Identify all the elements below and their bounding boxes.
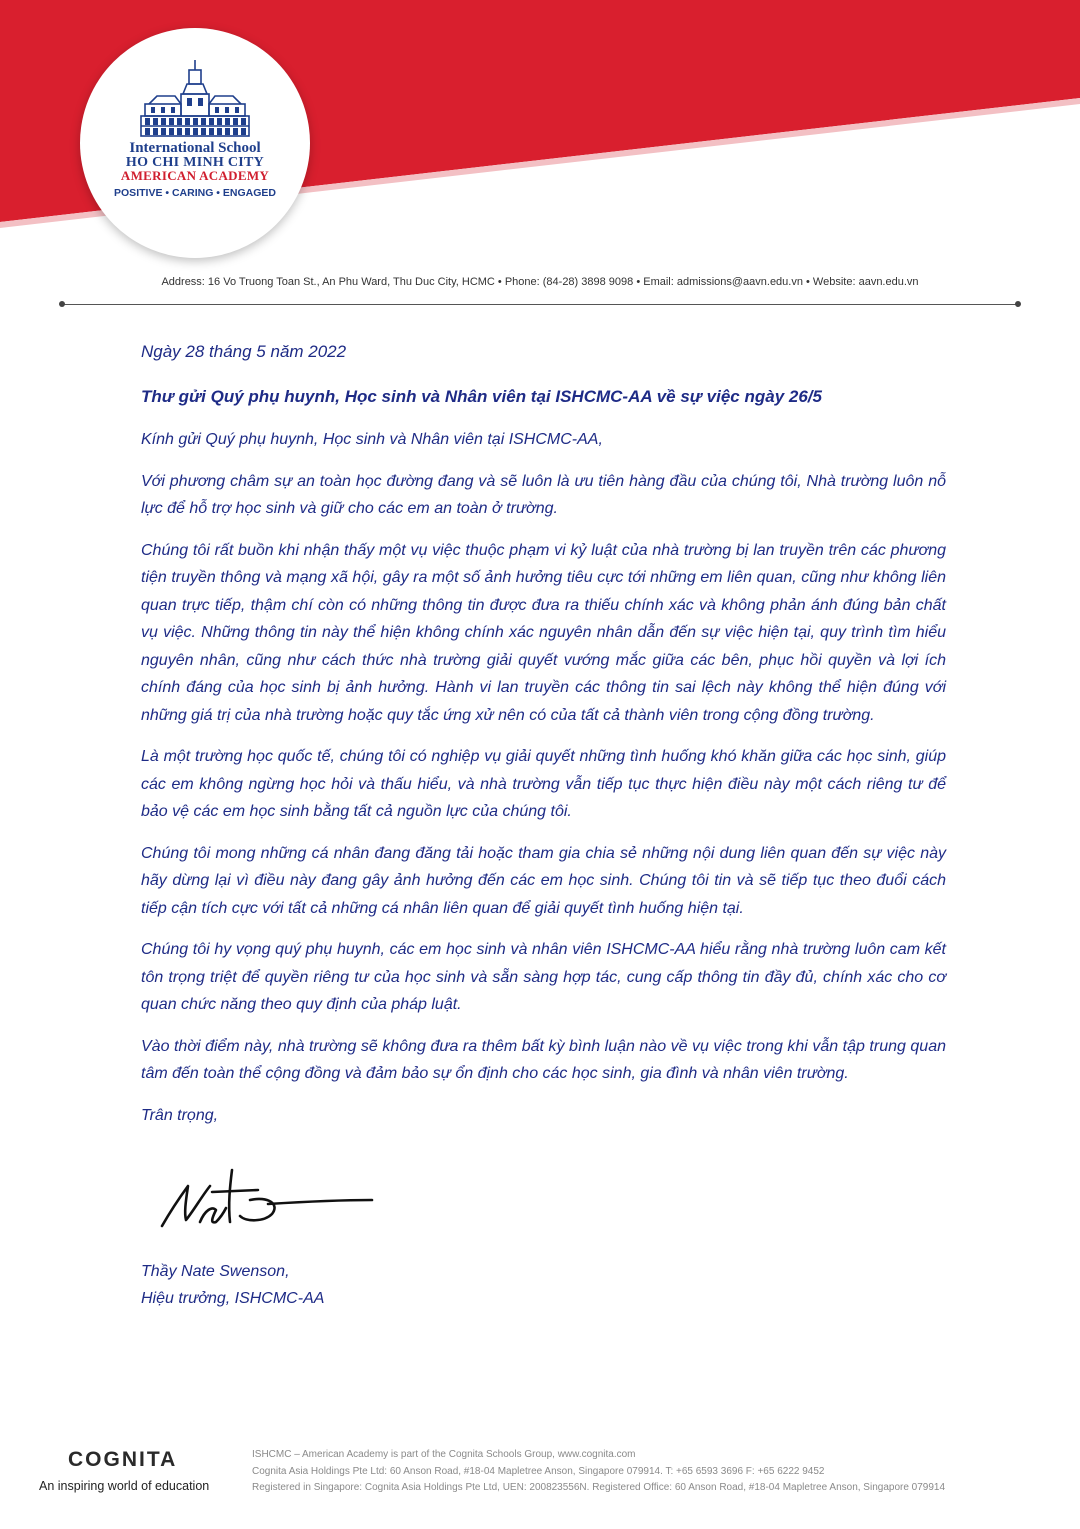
school-name-line3: AMERICAN ACADEMY (120, 168, 270, 183)
signer-block (141, 1258, 324, 1312)
school-logo (80, 28, 310, 258)
letter-paragraph: Với phương châm sự an toàn học đường đang và sẽ luôn là ưu tiên hàng đầu của chúng tôi, Nhà trường luôn nỗ lực để hỗ trợ học sinh và giữ cho các em an toàn ở trường. (141, 472, 946, 517)
school-name-line2: HO CHI MINH CITY (125, 155, 265, 170)
letter-salutation: Kính gửi Quý phụ huynh, Học sinh và Nhân viên tại ISHCMC-AA, (141, 431, 603, 448)
school-contact-info: Address: 16 Vo Truong Toan St., An Phu Ward, Thu Duc City, HCMC • Phone: (84-28) 3898 9098 • Email: admissions@aavn.edu.vn • Website: aavn.edu.vn (161, 276, 919, 288)
footer-line: Cognita Asia Holdings Pte Ltd: 60 Anson Road, #18-04 Mapletree Anson, Singapore 079914. T: +65 6593 3696 F: +65 6222 9452 (252, 1465, 825, 1477)
letter-body (141, 338, 946, 1143)
divider-dot-left (59, 301, 65, 307)
signer-title: Hiệu trưởng, ISHCMC-AA (141, 1290, 325, 1307)
city-hall-building-icon (135, 58, 255, 140)
footer-line: Registered in Singapore: Cognita Asia Holdings Pte Ltd, UEN: 200823556N. Registered Office: 60 Anson Road, #18-04 Mapletree Anson, Singapore 079914 (252, 1482, 946, 1493)
header-divider (62, 304, 1018, 305)
letter-paragraph: Vào thời điểm này, nhà trường sẽ không đưa ra thêm bất kỳ bình luận nào về vụ việc trong khi vẫn tập trung quan tâm đến toàn thể cộng đồng và đảm bảo sự ổn định cho các học sinh, gia đình và nhân viên trường. (141, 1037, 946, 1082)
handwritten-signature (150, 1152, 380, 1237)
signer-name: Thầy Nate Swenson, (141, 1263, 290, 1280)
letter-paragraph: Chúng tôi rất buồn khi nhận thấy một vụ việc thuộc phạm vi kỷ luật của nhà trường bị lan truyền trên các phương tiện truyền thông và mạng xã hội, gây ra một số ảnh hưởng tiêu cực tới những em liên quan, cũng như không liên quan trực tiếp, thậm chí còn có những thông tin được đưa ra thiếu chính xác và không phản ánh đúng bản chất vụ việc. Những thông tin này thể hiện không chính xác nguyên nhân dẫn đến sự việc hiện tại, quy trình tìm hiểu nguyên nhân, cũng như cách thức nhà trường giải quyết vướng mắc giữa các bên, phục hồi quyền và lợi ích chính đáng của học sinh bị ảnh hưởng. Hành vi lan truyền các thông tin sai lệch này không thể hiện đúng với những giá trị của nhà trường hoặc quy tắc ứng xử nên có của tất cả thành viên trong cộng đồng trường. (141, 541, 946, 724)
letter-paragraph: Chúng tôi mong những cá nhân đang đăng tải hoặc tham gia chia sẻ những nội dung liên quan đến sự việc này hãy dừng lại vì điều này đang gây ảnh hưởng đến các em học sinh. Chúng tôi tin và sẽ tiếp tục theo đuổi cách tiếp cận tích cực với tất cả những cá nhân liên quan để giải quyết tình huống hiện tại. (141, 844, 946, 917)
footer-line: ISHCMC – American Academy is part of the Cognita Schools Group, www.cognita.com (252, 1449, 636, 1460)
divider-dot-right (1015, 301, 1021, 307)
letter-paragraph: Là một trường học quốc tế, chúng tôi có nghiệp vụ giải quyết những tình huống khó khăn giữa các học sinh, giúp các em không ngừng học hỏi và thấu hiểu, và nhà trường vẫn tiếp tục thực hiện điều này một cách riêng tư để bảo vệ các em học sinh bằng tất cả nguồn lực của chúng tôi. (141, 748, 946, 820)
school-name-line1: International School (129, 140, 261, 156)
letter-subject: Thư gửi Quý phụ huynh, Học sinh và Nhân viên tại ISHCMC-AA về sự việc ngày 26/5 (141, 386, 822, 406)
letter-paragraph: Chúng tôi hy vọng quý phụ huynh, các em học sinh và nhân viên ISHCMC-AA hiểu rằng nhà trường luôn cam kết tôn trọng triệt để quyền riêng tư của học sinh và sẵn sàng hợp tác, cung cấp thông tin đầy đủ, chính xác cho cơ quan chức năng theo quy định của pháp luật. (141, 941, 946, 1013)
cognita-tagline: An inspiring world of education (39, 1479, 210, 1493)
footer-legal-text (252, 1447, 945, 1497)
letter-date: Ngày 28 tháng 5 năm 2022 (141, 342, 347, 361)
school-motto: POSITIVE • CARING • ENGAGED (114, 187, 276, 199)
letter-closing: Trân trọng, (141, 1106, 219, 1124)
cognita-logo: COGNITA (68, 1448, 178, 1471)
